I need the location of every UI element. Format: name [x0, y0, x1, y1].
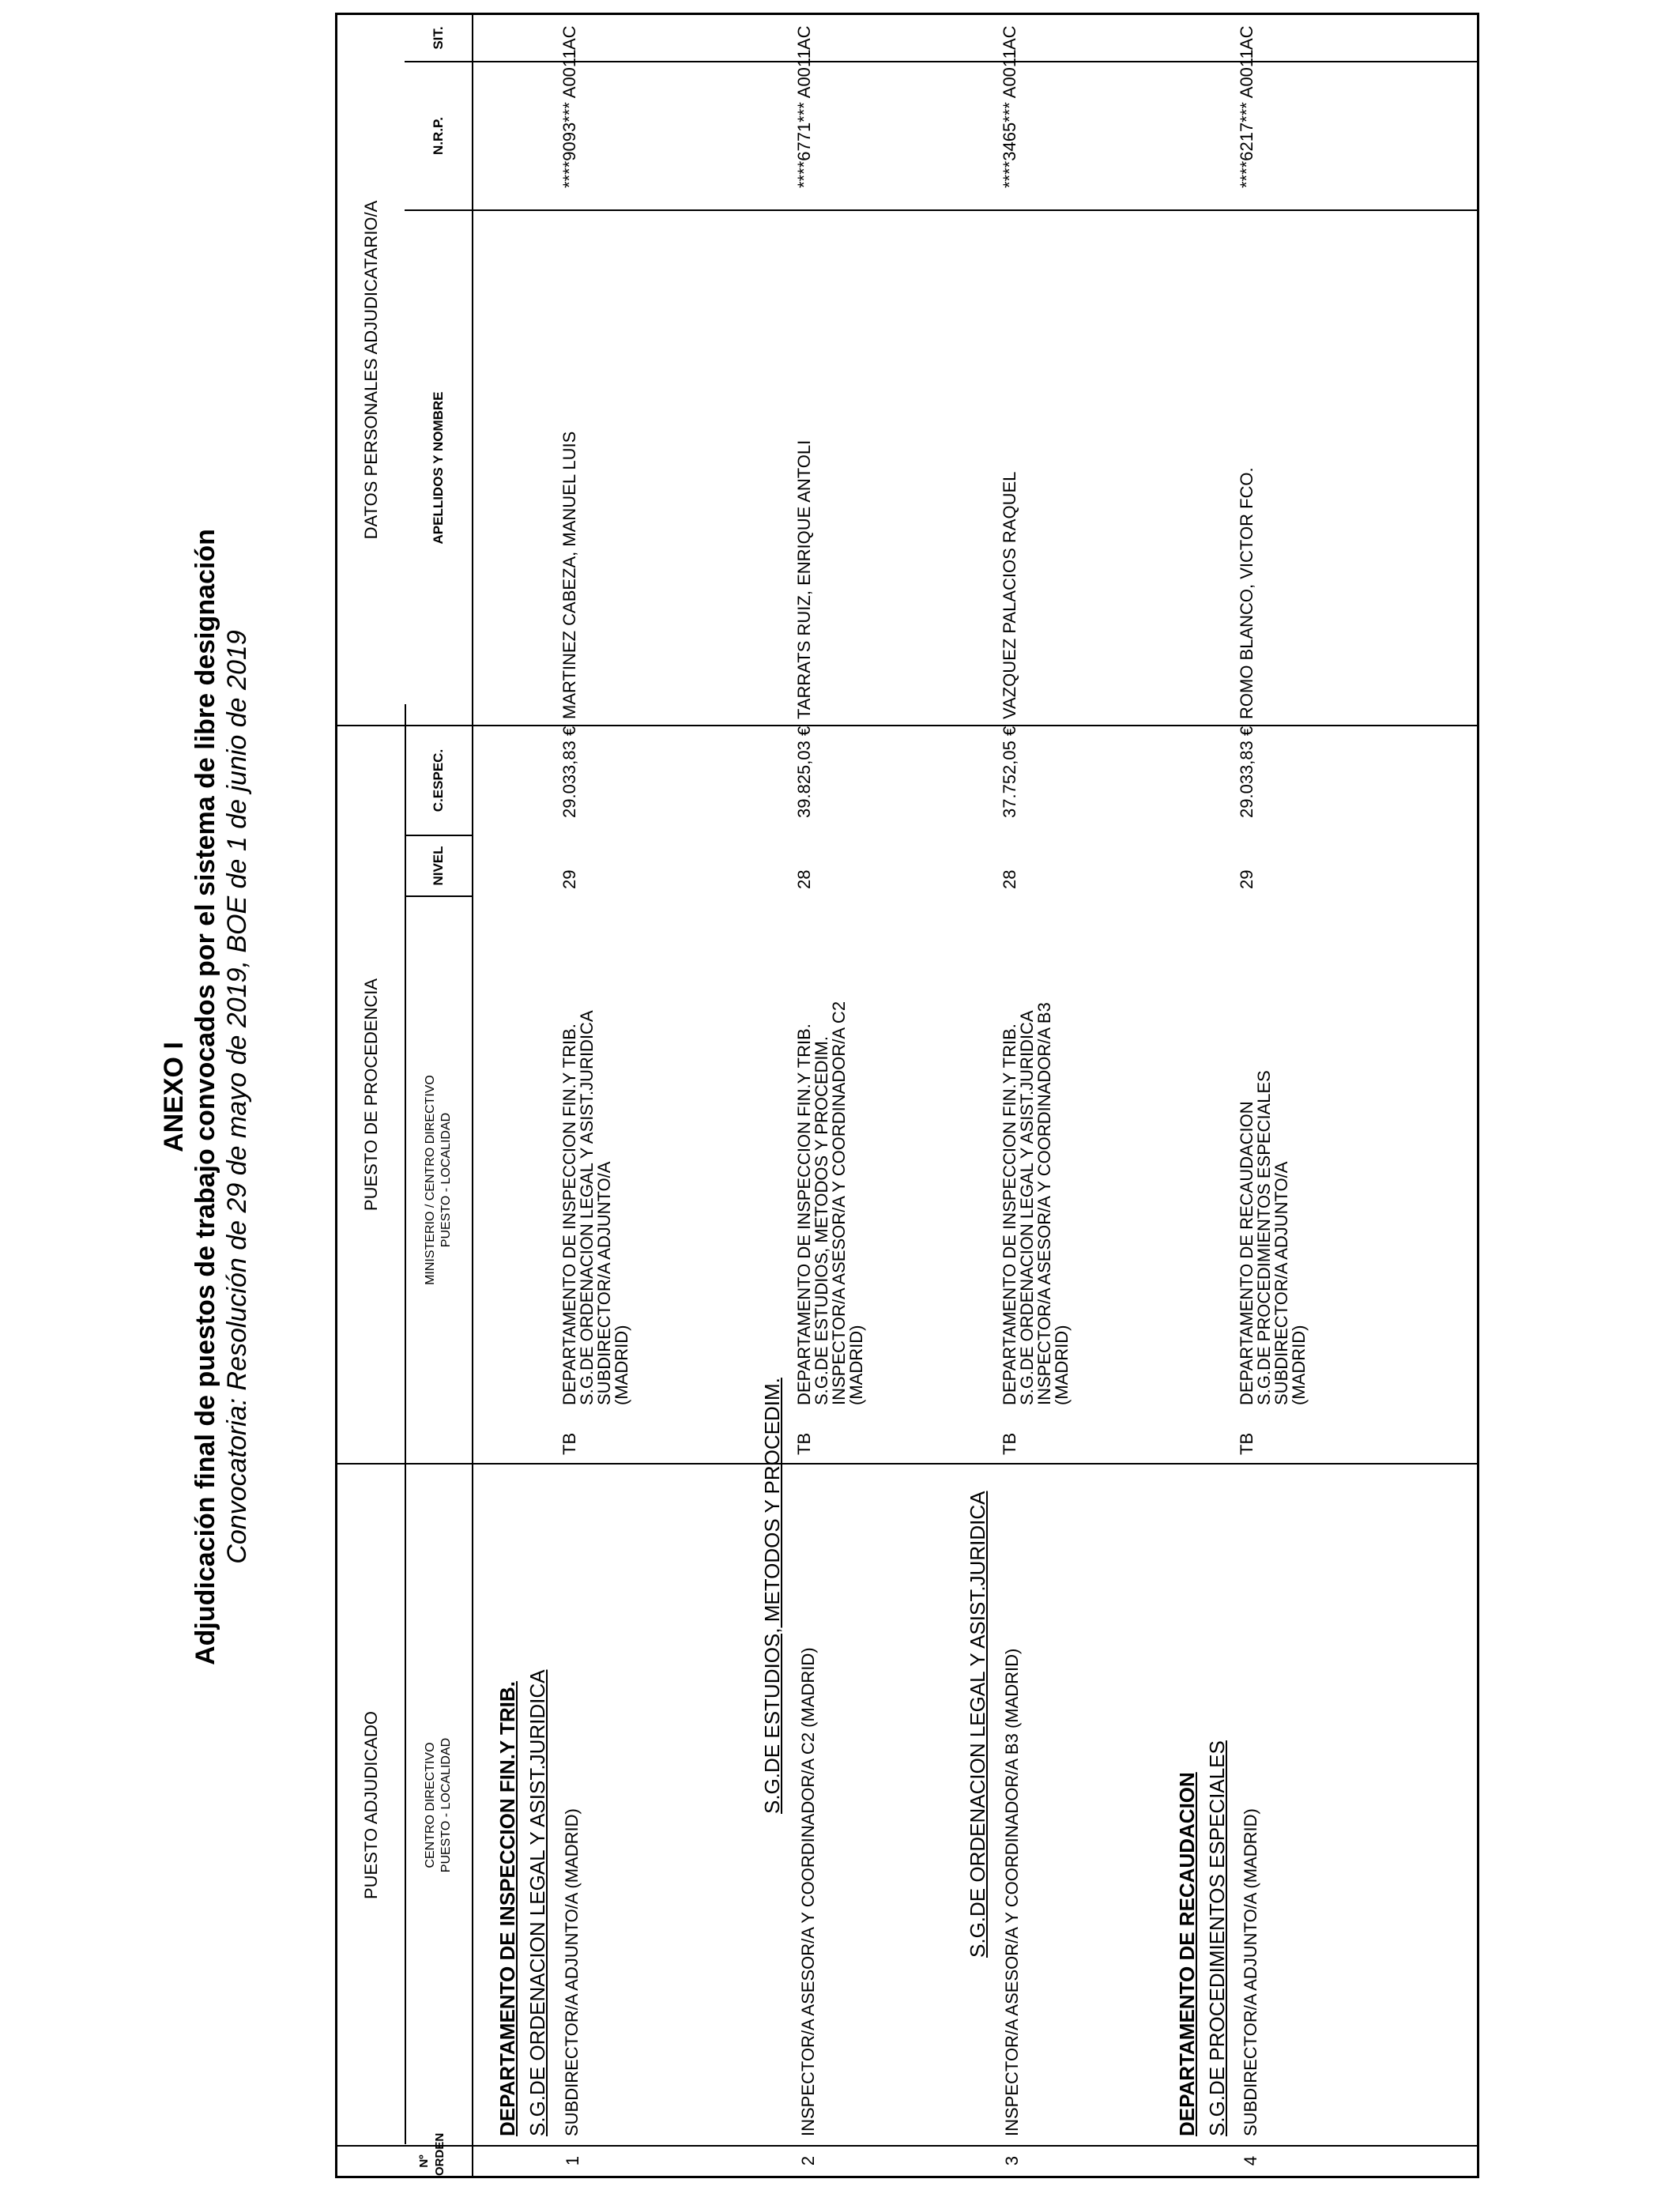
document-subtitle: Adjudicación final de puestos de trabajo convocados por el sistema de libre designación	[190, 529, 220, 1665]
row-1-subdireccion: S.G.DE ORDENACION LEGAL Y ASIST.JURIDICA	[525, 1669, 549, 2136]
row-2-procedencia-line-4: (MADRID)	[846, 1325, 866, 1405]
row-4-procedencia-line-4: (MADRID)	[1289, 1325, 1309, 1405]
row-3-subdireccion: S.G.DE ORDENACION LEGAL Y ASIST.JURIDICA	[966, 1491, 989, 1958]
row-1-nivel: 29	[559, 869, 579, 889]
row-1-sit: AC	[559, 25, 579, 50]
row-1-procedencia-line-1: DEPARTAMENTO DE INSPECCION FIN.Y TRIB.	[559, 1023, 579, 1405]
convocatoria-line: Convocatoria: Resolución de 29 de mayo de 2019, BOE de 1 de junio de 2019	[222, 630, 252, 1564]
row-4-subdireccion: S.G.DE PROCEDIMIENTOS ESPECIALES	[1205, 1740, 1229, 2136]
cespec-header: C.ESPEC.	[431, 748, 446, 812]
ministerio-puesto-header: PUESTO - LOCALIDAD	[439, 1112, 453, 1248]
apellidos-column-rule	[405, 209, 1477, 211]
apellidos-header: APELLIDOS Y NOMBRE	[431, 391, 446, 545]
header-bottom-rule	[472, 15, 473, 2176]
row-2-sit: AC	[794, 25, 814, 50]
adjudicado-column-rule	[337, 1463, 1477, 1465]
row-1-tipo: TB	[559, 1432, 579, 1455]
nrp-header: N.R.P.	[431, 117, 446, 155]
procedencia-column-rule	[337, 725, 1477, 726]
row-3-procedencia-line-4: (MADRID)	[1052, 1325, 1072, 1405]
centro-directivo-header: CENTRO DIRECTIVO	[424, 1742, 437, 1868]
row-4-procedencia-line-1: DEPARTAMENTO DE RECAUDACION	[1237, 1101, 1256, 1405]
row-3-nivel: 28	[1000, 869, 1019, 889]
puesto-adjudicado-header: PUESTO ADJUDICADO	[361, 1711, 381, 1899]
sit-header: SIT.	[431, 26, 446, 50]
row-4-nrp: ****6217*** A0011	[1237, 49, 1256, 188]
row-3-procedencia-line-3: INSPECTOR/A ASESOR/A Y COORDINADOR/A B3	[1034, 1002, 1054, 1405]
ministerio-header: MINISTERIO / CENTRO DIRECTIVO	[424, 1075, 437, 1285]
row-4-procedencia-line-3: SUBDIRECTOR/A ADJUNTO/A	[1271, 1161, 1291, 1405]
row-3-orden: 3	[1002, 2155, 1022, 2166]
row-2-nrp: ****6771*** A0011	[794, 49, 814, 188]
row-1-apellidos: MARTINEZ CABEZA, MANUEL LUIS	[559, 431, 579, 719]
row-4-puesto: SUBDIRECTOR/A ADJUNTO/A (MADRID)	[1241, 1808, 1260, 2136]
row-4-tipo: TB	[1237, 1432, 1256, 1455]
row-4-apellidos: ROMO BLANCO, VICTOR FCO.	[1237, 467, 1256, 719]
row-3-procedencia-line-1: DEPARTAMENTO DE INSPECCION FIN.Y TRIB.	[1000, 1023, 1019, 1405]
puesto-localidad-header: PUESTO - LOCALIDAD	[439, 1737, 453, 1873]
row-1-procedencia-line-2: S.G.DE ORDENACION LEGAL Y ASIST.JURIDICA	[577, 1010, 597, 1405]
datos-personales-header: DATOS PERSONALES ADJUDICATARIO/A	[361, 200, 381, 540]
row-2-tipo: TB	[794, 1432, 814, 1455]
row-2-puesto: INSPECTOR/A ASESOR/A Y COORDINADOR/A C2 (MADRID)	[798, 1647, 818, 2136]
row-3-apellidos: VAZQUEZ PALACIOS RAQUEL	[1000, 471, 1019, 719]
row-3-tipo: TB	[1000, 1432, 1019, 1455]
row-1-orden: 1	[563, 2155, 582, 2166]
row-3-puesto: INSPECTOR/A ASESOR/A Y COORDINADOR/A B3 (MADRID)	[1002, 1648, 1022, 2136]
row-4-orden: 4	[1241, 2155, 1260, 2166]
row-1-puesto: SUBDIRECTOR/A ADJUNTO/A (MADRID)	[562, 1808, 582, 2136]
row-2-cespec: 39.825,03 €	[794, 726, 814, 818]
orden-header: Nº ORDEN	[417, 2132, 446, 2176]
row-2-procedencia-line-3: INSPECTOR/A ASESOR/A Y COORDINADOR/A C2	[829, 1001, 849, 1405]
orden-column-rule	[337, 2145, 1477, 2147]
row-1-cespec: 29.033,83 €	[559, 726, 579, 818]
row-1-departamento: DEPARTAMENTO DE INSPECCION FIN.Y TRIB.	[495, 1681, 519, 2136]
annex-title: ANEXO I	[159, 1042, 189, 1152]
row-4-nivel: 29	[1237, 869, 1256, 889]
puesto-procedencia-header: PUESTO DE PROCEDENCIA	[361, 978, 381, 1212]
row-1-procedencia-line-4: (MADRID)	[612, 1325, 631, 1405]
row-4-procedencia-line-2: S.G.DE PROCEDIMIENTOS ESPECIALES	[1254, 1070, 1274, 1405]
row-4-sit: AC	[1237, 25, 1256, 50]
row-2-apellidos: TARRATS RUIZ, ENRIQUE ANTOLI	[794, 439, 814, 719]
nivel-header: NIVEL	[431, 846, 446, 886]
row-2-orden: 2	[798, 2155, 818, 2166]
row-2-procedencia-line-1: DEPARTAMENTO DE INSPECCION FIN.Y TRIB.	[794, 1023, 814, 1405]
row-3-nrp: ****3465*** A0011	[1000, 49, 1019, 188]
row-2-procedencia-line-2: S.G.DE ESTUDIOS, METODOS Y PROCEDIM.	[812, 1036, 831, 1405]
row-4-departamento: DEPARTAMENTO DE RECAUDACION	[1175, 1772, 1199, 2136]
row-1-procedencia-line-3: SUBDIRECTOR/A ADJUNTO/A	[594, 1161, 614, 1405]
row-2-subdireccion: S.G.DE ESTUDIOS, METODOS Y PROCEDIM.	[760, 1378, 784, 1814]
row-4-cespec: 29.033,83 €	[1237, 726, 1256, 818]
row-2-nivel: 28	[794, 869, 814, 889]
row-3-sit: AC	[1000, 25, 1019, 50]
row-1-nrp: ****9093*** A0011	[559, 49, 579, 188]
adjudication-table	[335, 13, 1479, 2178]
header-group-rule	[405, 704, 406, 2144]
document-heading	[158, 0, 253, 2194]
row-3-cespec: 37.752,05 €	[1000, 726, 1019, 818]
row-3-procedencia-line-2: S.G.DE ORDENACION LEGAL Y ASIST.JURIDICA	[1017, 1010, 1037, 1405]
